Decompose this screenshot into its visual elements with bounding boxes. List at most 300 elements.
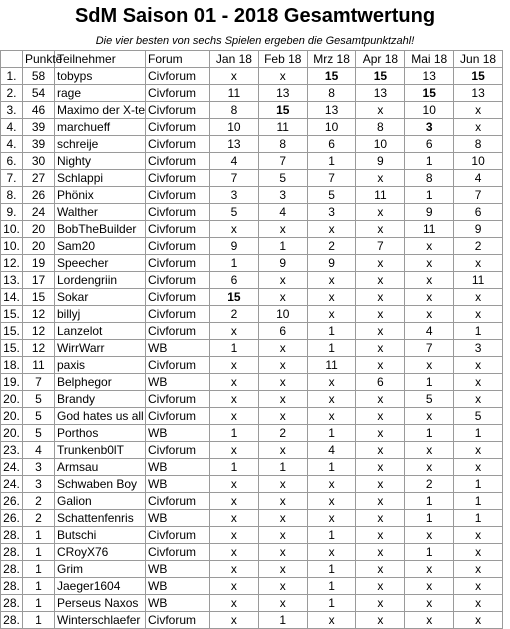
score-cell-mrz[interactable]: 1: [307, 527, 356, 544]
forum-cell[interactable]: WB: [146, 476, 210, 493]
participant-cell[interactable]: Brandy: [55, 391, 146, 408]
score-cell-mrz[interactable]: 1: [307, 459, 356, 476]
rank-cell[interactable]: 10.: [1, 221, 23, 238]
score-cell-jun[interactable]: 4: [454, 170, 503, 187]
score-cell-jun[interactable]: x: [454, 102, 503, 119]
forum-cell[interactable]: WB: [146, 595, 210, 612]
score-cell-feb[interactable]: x: [258, 544, 307, 561]
score-cell-jan[interactable]: x: [210, 510, 259, 527]
score-cell-feb[interactable]: x: [258, 476, 307, 493]
score-cell-mai[interactable]: 13: [405, 68, 454, 85]
score-cell-mai[interactable]: x: [405, 527, 454, 544]
score-cell-jan[interactable]: 6: [210, 272, 259, 289]
score-cell-jan[interactable]: x: [210, 493, 259, 510]
score-cell-apr[interactable]: x: [356, 289, 405, 306]
score-cell-jun[interactable]: x: [454, 612, 503, 629]
header-cell-feb[interactable]: Feb 18: [258, 51, 307, 68]
score-cell-jun[interactable]: x: [454, 255, 503, 272]
score-cell-mai[interactable]: 6: [405, 136, 454, 153]
rank-cell[interactable]: 20.: [1, 391, 23, 408]
score-cell-jan[interactable]: x: [210, 544, 259, 561]
score-cell-apr[interactable]: x: [356, 493, 405, 510]
score-cell-mai[interactable]: 1: [405, 187, 454, 204]
score-cell-jun[interactable]: x: [454, 578, 503, 595]
score-cell-apr[interactable]: 15: [356, 68, 405, 85]
score-cell-apr[interactable]: x: [356, 408, 405, 425]
participant-cell[interactable]: billyj: [55, 306, 146, 323]
score-cell-jun[interactable]: 1: [454, 323, 503, 340]
score-cell-mrz[interactable]: 1: [307, 561, 356, 578]
rank-cell[interactable]: 28.: [1, 561, 23, 578]
forum-cell[interactable]: Civforum: [146, 187, 210, 204]
score-cell-apr[interactable]: x: [356, 578, 405, 595]
score-cell-apr[interactable]: x: [356, 442, 405, 459]
forum-cell[interactable]: Civforum: [146, 323, 210, 340]
participant-cell[interactable]: tobyps: [55, 68, 146, 85]
score-cell-jun[interactable]: 10: [454, 153, 503, 170]
score-cell-mrz[interactable]: 13: [307, 102, 356, 119]
score-cell-mai[interactable]: 7: [405, 340, 454, 357]
score-cell-apr[interactable]: x: [356, 255, 405, 272]
score-cell-jan[interactable]: 15: [210, 289, 259, 306]
score-cell-jun[interactable]: 1: [454, 425, 503, 442]
score-cell-jan[interactable]: 7: [210, 170, 259, 187]
score-cell-jan[interactable]: x: [210, 561, 259, 578]
score-cell-mrz[interactable]: x: [307, 221, 356, 238]
score-cell-mai[interactable]: x: [405, 595, 454, 612]
score-cell-mrz[interactable]: x: [307, 408, 356, 425]
score-cell-jan[interactable]: 13: [210, 136, 259, 153]
score-cell-apr[interactable]: 9: [356, 153, 405, 170]
score-cell-jun[interactable]: x: [454, 289, 503, 306]
score-cell-apr[interactable]: x: [356, 357, 405, 374]
points-cell[interactable]: 2: [23, 493, 55, 510]
forum-cell[interactable]: Civforum: [146, 204, 210, 221]
score-cell-jun[interactable]: x: [454, 527, 503, 544]
score-cell-mai[interactable]: x: [405, 357, 454, 374]
participant-cell[interactable]: Sam20: [55, 238, 146, 255]
forum-cell[interactable]: Civforum: [146, 238, 210, 255]
score-cell-jan[interactable]: 4: [210, 153, 259, 170]
forum-cell[interactable]: WB: [146, 374, 210, 391]
score-cell-jan[interactable]: x: [210, 68, 259, 85]
score-cell-feb[interactable]: 1: [258, 612, 307, 629]
score-cell-jan[interactable]: 3: [210, 187, 259, 204]
score-cell-mai[interactable]: 1: [405, 374, 454, 391]
points-cell[interactable]: 1: [23, 561, 55, 578]
rank-cell[interactable]: 28.: [1, 544, 23, 561]
score-cell-feb[interactable]: x: [258, 493, 307, 510]
score-cell-mrz[interactable]: x: [307, 289, 356, 306]
score-cell-apr[interactable]: 6: [356, 374, 405, 391]
participant-cell[interactable]: Sokar: [55, 289, 146, 306]
score-cell-jan[interactable]: 11: [210, 85, 259, 102]
forum-cell[interactable]: Civforum: [146, 527, 210, 544]
rank-cell[interactable]: 15.: [1, 323, 23, 340]
score-cell-jun[interactable]: 1: [454, 476, 503, 493]
score-cell-feb[interactable]: 1: [258, 238, 307, 255]
forum-cell[interactable]: Civforum: [146, 612, 210, 629]
forum-cell[interactable]: Civforum: [146, 289, 210, 306]
score-cell-apr[interactable]: x: [356, 595, 405, 612]
score-cell-mrz[interactable]: 1: [307, 578, 356, 595]
forum-cell[interactable]: WB: [146, 578, 210, 595]
score-cell-jun[interactable]: 3: [454, 340, 503, 357]
participant-cell[interactable]: Speecher: [55, 255, 146, 272]
score-cell-jun[interactable]: x: [454, 544, 503, 561]
score-cell-mai[interactable]: x: [405, 442, 454, 459]
score-cell-mrz[interactable]: 10: [307, 119, 356, 136]
points-cell[interactable]: 24: [23, 204, 55, 221]
score-cell-jan[interactable]: x: [210, 221, 259, 238]
participant-cell[interactable]: paxis: [55, 357, 146, 374]
score-cell-jan[interactable]: 2: [210, 306, 259, 323]
score-cell-mai[interactable]: 4: [405, 323, 454, 340]
score-cell-apr[interactable]: x: [356, 221, 405, 238]
score-cell-jan[interactable]: 1: [210, 425, 259, 442]
score-cell-mai[interactable]: 15: [405, 85, 454, 102]
score-cell-feb[interactable]: 5: [258, 170, 307, 187]
points-cell[interactable]: 17: [23, 272, 55, 289]
score-cell-jan[interactable]: x: [210, 595, 259, 612]
score-cell-apr[interactable]: x: [356, 612, 405, 629]
forum-cell[interactable]: Civforum: [146, 68, 210, 85]
score-cell-jan[interactable]: x: [210, 442, 259, 459]
forum-cell[interactable]: WB: [146, 459, 210, 476]
forum-cell[interactable]: WB: [146, 425, 210, 442]
score-cell-apr[interactable]: x: [356, 102, 405, 119]
forum-cell[interactable]: Civforum: [146, 493, 210, 510]
forum-cell[interactable]: Civforum: [146, 306, 210, 323]
points-cell[interactable]: 20: [23, 238, 55, 255]
score-cell-jun[interactable]: 8: [454, 136, 503, 153]
score-cell-mai[interactable]: 1: [405, 510, 454, 527]
forum-cell[interactable]: Civforum: [146, 170, 210, 187]
score-cell-jun[interactable]: 1: [454, 493, 503, 510]
score-cell-feb[interactable]: x: [258, 561, 307, 578]
score-cell-apr[interactable]: 11: [356, 187, 405, 204]
score-cell-jan[interactable]: 1: [210, 255, 259, 272]
score-cell-feb[interactable]: 9: [258, 255, 307, 272]
forum-cell[interactable]: WB: [146, 561, 210, 578]
rank-cell[interactable]: 28.: [1, 578, 23, 595]
score-cell-apr[interactable]: x: [356, 204, 405, 221]
points-cell[interactable]: 12: [23, 306, 55, 323]
rank-cell[interactable]: 14.: [1, 289, 23, 306]
rank-cell[interactable]: 7.: [1, 170, 23, 187]
score-cell-mrz[interactable]: 6: [307, 136, 356, 153]
forum-cell[interactable]: Civforum: [146, 255, 210, 272]
score-cell-jan[interactable]: 1: [210, 340, 259, 357]
score-cell-jun[interactable]: 6: [454, 204, 503, 221]
score-cell-mai[interactable]: 11: [405, 221, 454, 238]
participant-cell[interactable]: Lanzelot: [55, 323, 146, 340]
score-cell-feb[interactable]: x: [258, 272, 307, 289]
score-cell-jun[interactable]: x: [454, 306, 503, 323]
score-cell-feb[interactable]: 15: [258, 102, 307, 119]
score-cell-mrz[interactable]: x: [307, 493, 356, 510]
rank-cell[interactable]: 8.: [1, 187, 23, 204]
score-cell-feb[interactable]: x: [258, 289, 307, 306]
points-cell[interactable]: 11: [23, 357, 55, 374]
score-cell-mrz[interactable]: 5: [307, 187, 356, 204]
participant-cell[interactable]: Phönix: [55, 187, 146, 204]
rank-cell[interactable]: 19.: [1, 374, 23, 391]
participant-cell[interactable]: schreije: [55, 136, 146, 153]
score-cell-jun[interactable]: 11: [454, 272, 503, 289]
points-cell[interactable]: 12: [23, 340, 55, 357]
forum-cell[interactable]: Civforum: [146, 442, 210, 459]
score-cell-apr[interactable]: x: [356, 561, 405, 578]
score-cell-feb[interactable]: 6: [258, 323, 307, 340]
points-cell[interactable]: 26: [23, 187, 55, 204]
score-cell-apr[interactable]: x: [356, 425, 405, 442]
participant-cell[interactable]: Schlappi: [55, 170, 146, 187]
participant-cell[interactable]: Walther: [55, 204, 146, 221]
rank-cell[interactable]: 9.: [1, 204, 23, 221]
score-cell-mrz[interactable]: 3: [307, 204, 356, 221]
participant-cell[interactable]: Armsau: [55, 459, 146, 476]
score-cell-mrz[interactable]: 1: [307, 595, 356, 612]
score-cell-jun[interactable]: x: [454, 374, 503, 391]
score-cell-mai[interactable]: x: [405, 272, 454, 289]
score-cell-mai[interactable]: 1: [405, 493, 454, 510]
participant-cell[interactable]: Schwaben Boy: [55, 476, 146, 493]
participant-cell[interactable]: BobTheBuilder: [55, 221, 146, 238]
points-cell[interactable]: 39: [23, 119, 55, 136]
score-cell-mai[interactable]: 5: [405, 391, 454, 408]
score-cell-mai[interactable]: x: [405, 238, 454, 255]
score-cell-feb[interactable]: x: [258, 527, 307, 544]
score-cell-mai[interactable]: x: [405, 561, 454, 578]
header-cell-mrz[interactable]: Mrz 18: [307, 51, 356, 68]
header-cell-jan[interactable]: Jan 18: [210, 51, 259, 68]
rank-cell[interactable]: 23.: [1, 442, 23, 459]
score-cell-feb[interactable]: x: [258, 68, 307, 85]
score-cell-mrz[interactable]: 8: [307, 85, 356, 102]
score-cell-jun[interactable]: x: [454, 595, 503, 612]
score-cell-mai[interactable]: 1: [405, 153, 454, 170]
score-cell-mrz[interactable]: 11: [307, 357, 356, 374]
score-cell-jun[interactable]: x: [454, 391, 503, 408]
score-cell-jun[interactable]: 1: [454, 510, 503, 527]
forum-cell[interactable]: Civforum: [146, 85, 210, 102]
score-cell-mrz[interactable]: 1: [307, 425, 356, 442]
score-cell-mai[interactable]: x: [405, 459, 454, 476]
forum-cell[interactable]: Civforum: [146, 136, 210, 153]
score-cell-mrz[interactable]: 9: [307, 255, 356, 272]
score-cell-feb[interactable]: x: [258, 391, 307, 408]
score-cell-feb[interactable]: 1: [258, 459, 307, 476]
score-cell-feb[interactable]: x: [258, 510, 307, 527]
score-cell-mrz[interactable]: 1: [307, 153, 356, 170]
score-cell-feb[interactable]: 7: [258, 153, 307, 170]
score-cell-mai[interactable]: x: [405, 306, 454, 323]
rank-cell[interactable]: 28.: [1, 612, 23, 629]
header-cell-points[interactable]: Punkte: [23, 51, 55, 68]
participant-cell[interactable]: CRoyX76: [55, 544, 146, 561]
participant-cell[interactable]: Grim: [55, 561, 146, 578]
participant-cell[interactable]: Jaeger1604: [55, 578, 146, 595]
points-cell[interactable]: 1: [23, 612, 55, 629]
score-cell-mai[interactable]: x: [405, 408, 454, 425]
score-cell-apr[interactable]: x: [356, 391, 405, 408]
score-cell-jun[interactable]: 15: [454, 68, 503, 85]
score-cell-jan[interactable]: 8: [210, 102, 259, 119]
score-cell-jan[interactable]: 5: [210, 204, 259, 221]
points-cell[interactable]: 1: [23, 578, 55, 595]
score-cell-jun[interactable]: 9: [454, 221, 503, 238]
score-cell-mrz[interactable]: x: [307, 306, 356, 323]
points-cell[interactable]: 15: [23, 289, 55, 306]
score-cell-jun[interactable]: x: [454, 357, 503, 374]
header-cell-jun[interactable]: Jun 18: [454, 51, 503, 68]
score-cell-apr[interactable]: x: [356, 510, 405, 527]
score-cell-jun[interactable]: 5: [454, 408, 503, 425]
score-cell-feb[interactable]: x: [258, 374, 307, 391]
forum-cell[interactable]: WB: [146, 510, 210, 527]
score-cell-mrz[interactable]: x: [307, 391, 356, 408]
score-cell-feb[interactable]: x: [258, 357, 307, 374]
forum-cell[interactable]: WB: [146, 340, 210, 357]
score-cell-feb[interactable]: 11: [258, 119, 307, 136]
score-cell-jun[interactable]: 7: [454, 187, 503, 204]
score-cell-mai[interactable]: 3: [405, 119, 454, 136]
forum-cell[interactable]: Civforum: [146, 357, 210, 374]
points-cell[interactable]: 27: [23, 170, 55, 187]
score-cell-feb[interactable]: x: [258, 340, 307, 357]
score-cell-mai[interactable]: x: [405, 255, 454, 272]
points-cell[interactable]: 7: [23, 374, 55, 391]
points-cell[interactable]: 1: [23, 595, 55, 612]
points-cell[interactable]: 5: [23, 408, 55, 425]
score-cell-jun[interactable]: 2: [454, 238, 503, 255]
score-cell-mrz[interactable]: 1: [307, 323, 356, 340]
rank-cell[interactable]: 1.: [1, 68, 23, 85]
score-cell-mai[interactable]: 2: [405, 476, 454, 493]
score-cell-jan[interactable]: x: [210, 612, 259, 629]
score-cell-jun[interactable]: 13: [454, 85, 503, 102]
participant-cell[interactable]: marchueff: [55, 119, 146, 136]
points-cell[interactable]: 5: [23, 425, 55, 442]
participant-cell[interactable]: Galion: [55, 493, 146, 510]
score-cell-jan[interactable]: x: [210, 578, 259, 595]
score-cell-jan[interactable]: x: [210, 408, 259, 425]
forum-cell[interactable]: Civforum: [146, 272, 210, 289]
score-cell-feb[interactable]: 10: [258, 306, 307, 323]
score-cell-mrz[interactable]: 4: [307, 442, 356, 459]
points-cell[interactable]: 4: [23, 442, 55, 459]
score-cell-jan[interactable]: x: [210, 476, 259, 493]
participant-cell[interactable]: Winterschlaefer: [55, 612, 146, 629]
rank-cell[interactable]: 28.: [1, 527, 23, 544]
score-cell-apr[interactable]: x: [356, 306, 405, 323]
forum-cell[interactable]: Civforum: [146, 221, 210, 238]
header-cell-forum[interactable]: Forum: [146, 51, 210, 68]
points-cell[interactable]: 20: [23, 221, 55, 238]
header-cell-mai[interactable]: Mai 18: [405, 51, 454, 68]
score-cell-mai[interactable]: 9: [405, 204, 454, 221]
score-cell-feb[interactable]: 13: [258, 85, 307, 102]
participant-cell[interactable]: Lordengriin: [55, 272, 146, 289]
rank-cell[interactable]: 26.: [1, 493, 23, 510]
score-cell-feb[interactable]: x: [258, 595, 307, 612]
score-cell-apr[interactable]: x: [356, 170, 405, 187]
score-cell-mai[interactable]: 8: [405, 170, 454, 187]
score-cell-mai[interactable]: x: [405, 612, 454, 629]
score-cell-apr[interactable]: 8: [356, 119, 405, 136]
forum-cell[interactable]: Civforum: [146, 544, 210, 561]
score-cell-apr[interactable]: x: [356, 459, 405, 476]
score-cell-apr[interactable]: x: [356, 323, 405, 340]
rank-cell[interactable]: 3.: [1, 102, 23, 119]
rank-cell[interactable]: 20.: [1, 425, 23, 442]
forum-cell[interactable]: Civforum: [146, 408, 210, 425]
score-cell-mrz[interactable]: 2: [307, 238, 356, 255]
score-cell-feb[interactable]: x: [258, 408, 307, 425]
points-cell[interactable]: 3: [23, 459, 55, 476]
header-cell-rank[interactable]: [1, 51, 23, 68]
participant-cell[interactable]: Belphegor: [55, 374, 146, 391]
score-cell-mai[interactable]: x: [405, 578, 454, 595]
rank-cell[interactable]: 6.: [1, 153, 23, 170]
score-cell-feb[interactable]: x: [258, 221, 307, 238]
header-cell-participant[interactable]: Teilnehmer: [55, 51, 146, 68]
participant-cell[interactable]: rage: [55, 85, 146, 102]
score-cell-apr[interactable]: x: [356, 272, 405, 289]
rank-cell[interactable]: 20.: [1, 408, 23, 425]
points-cell[interactable]: 19: [23, 255, 55, 272]
points-cell[interactable]: 39: [23, 136, 55, 153]
rank-cell[interactable]: 4.: [1, 136, 23, 153]
points-cell[interactable]: 2: [23, 510, 55, 527]
points-cell[interactable]: 1: [23, 527, 55, 544]
score-cell-mrz[interactable]: x: [307, 272, 356, 289]
points-cell[interactable]: 3: [23, 476, 55, 493]
rank-cell[interactable]: 24.: [1, 476, 23, 493]
header-cell-apr[interactable]: Apr 18: [356, 51, 405, 68]
participant-cell[interactable]: Maximo der X-te: [55, 102, 146, 119]
score-cell-feb[interactable]: x: [258, 578, 307, 595]
score-cell-jun[interactable]: x: [454, 459, 503, 476]
score-cell-jan[interactable]: x: [210, 391, 259, 408]
score-cell-mrz[interactable]: x: [307, 374, 356, 391]
rank-cell[interactable]: 10.: [1, 238, 23, 255]
points-cell[interactable]: 1: [23, 544, 55, 561]
score-cell-mai[interactable]: x: [405, 289, 454, 306]
forum-cell[interactable]: Civforum: [146, 119, 210, 136]
rank-cell[interactable]: 28.: [1, 595, 23, 612]
points-cell[interactable]: 58: [23, 68, 55, 85]
participant-cell[interactable]: Trunkenb0lT: [55, 442, 146, 459]
points-cell[interactable]: 46: [23, 102, 55, 119]
score-cell-mrz[interactable]: 15: [307, 68, 356, 85]
score-cell-apr[interactable]: 13: [356, 85, 405, 102]
score-cell-jan[interactable]: x: [210, 323, 259, 340]
rank-cell[interactable]: 12.: [1, 255, 23, 272]
forum-cell[interactable]: Civforum: [146, 102, 210, 119]
score-cell-jan[interactable]: 9: [210, 238, 259, 255]
rank-cell[interactable]: 13.: [1, 272, 23, 289]
participant-cell[interactable]: Schattenfenris: [55, 510, 146, 527]
score-cell-jun[interactable]: x: [454, 119, 503, 136]
score-cell-mai[interactable]: 10: [405, 102, 454, 119]
score-cell-feb[interactable]: 3: [258, 187, 307, 204]
rank-cell[interactable]: 2.: [1, 85, 23, 102]
points-cell[interactable]: 5: [23, 391, 55, 408]
rank-cell[interactable]: 15.: [1, 306, 23, 323]
score-cell-apr[interactable]: x: [356, 544, 405, 561]
